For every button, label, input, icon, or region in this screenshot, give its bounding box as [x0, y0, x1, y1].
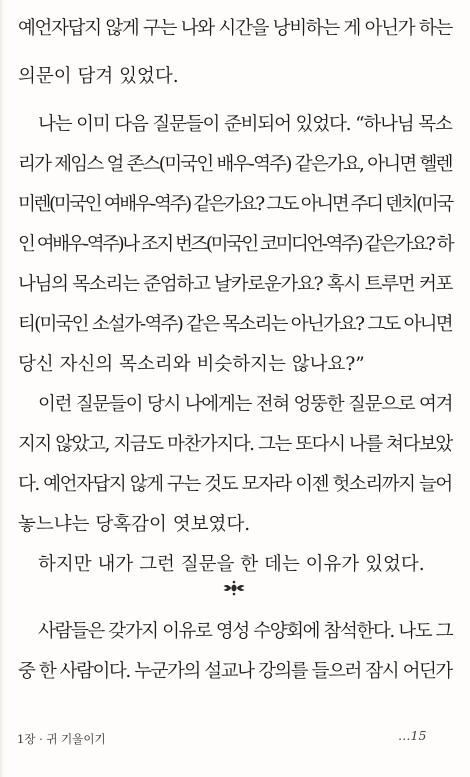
text-line: 미렌(미국인 여배우-역주) 같은가요? 그도 아니면 주디 덴치(미국 [18, 194, 452, 215]
page-number: …15 [398, 728, 427, 743]
text-line: 놓느냐는 당혹감이 엿보였다. [18, 514, 251, 535]
running-footer-chapter: 1장 · 귀 기울이기 [17, 732, 106, 746]
text-line: 나님의 목소리는 준엄하고 날카로운가요? 혹시 트루먼 커포 [18, 274, 453, 295]
text-line: 티(미국인 소설가-역주) 같은 목소리는 아닌가요? 그도 아니면 [18, 314, 452, 335]
text-line: 중 한 사람이다. 누군가의 설교나 강의를 들으러 잠시 어딘가 [18, 661, 452, 682]
text-line: 인 여배우-역주)나 조지 번즈(미국인 코미디언-역주) 같은가요? 하 [18, 234, 453, 255]
text-line: 리가 제임스 얼 존스(미국인 배우-역주) 같은가요, 아니면 헬렌 [18, 154, 452, 175]
text-line: 하지만 내가 그런 질문을 한 데는 이유가 있었다. [38, 554, 425, 575]
text-line: 나는 이미 다음 질문들이 준비되어 있었다. “하나님 목소 [38, 114, 452, 135]
text-line: 사람들은 갖가지 이유로 영성 수양회에 참석한다. 나도 그 [38, 621, 453, 642]
text-line: 다. 예언자답지 않게 구는 것도 모자라 이젠 헛소리까지 늘어 [18, 474, 452, 495]
text-line: 지지 않았고, 지금도 마찬가지다. 그는 또다시 나를 쳐다보았 [18, 434, 452, 455]
text-line: 당신 자신의 목소리와 비슷하지는 않나요?” [18, 354, 365, 375]
text-line: 이런 질문들이 당시 나에게는 전혀 엉뚱한 질문으로 여겨 [38, 394, 453, 415]
text-line: 의문이 담겨 있었다. [18, 66, 179, 87]
text-line: 예언자답지 않게 구는 나와 시간을 낭비하는 게 아닌가 하는 [18, 18, 452, 39]
page-edge-shadow [0, 0, 4, 777]
fleuron-ornament-icon [222, 580, 246, 596]
